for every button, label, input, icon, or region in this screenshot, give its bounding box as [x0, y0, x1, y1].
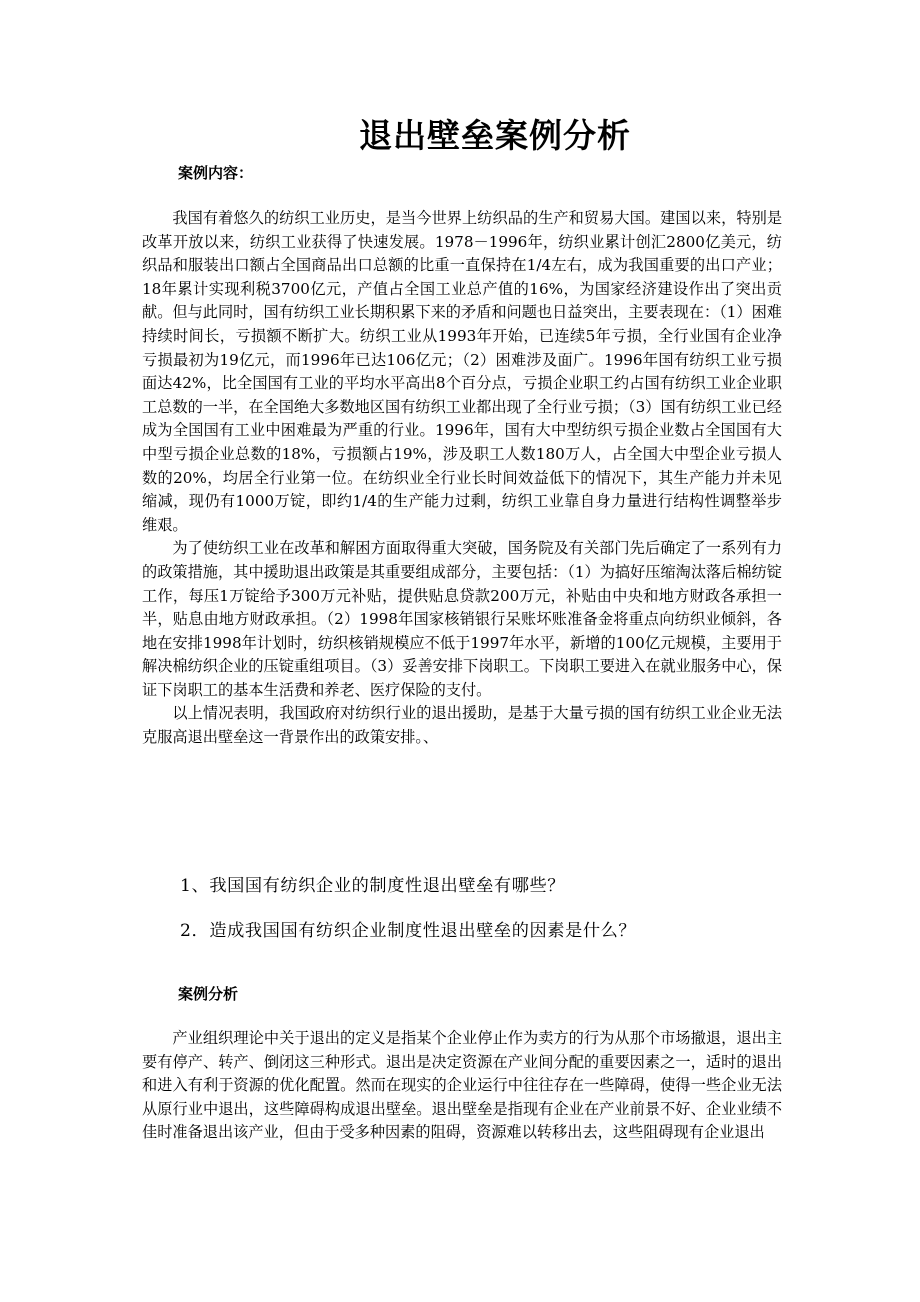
case-content-body: [142, 207, 782, 750]
case-content-heading: 案例内容：: [178, 164, 254, 182]
question-1: 1、我国国有纺织企业的制度性退出壁垒有哪些？: [180, 876, 566, 896]
case-paragraph-conclusion: 以上情况表明，我国政府对纺织行业的退出援助，是基于大量亏损的国有纺织工业企业无法克服高退出壁垒这一背景作出的政策安排。、: [142, 704, 782, 747]
case-analysis-body: [142, 1027, 782, 1145]
case-paragraph-policy: 为了使纺织工业在改革和解困方面取得重大突破，国务院及有关部门先后确定了一系列有力的政策措施，其中援助退出政策是其重要组成部分，主要包括：（1）为搞好压缩淘汰落后棉纺锭工作，每压1万锭给予300万元补贴，提供贴息贷款200万元，补贴由中央和地方财政各承担一半，贴息由地方财政承担。（2）1998年国家核销银行呆账坏账准备金将重点向纺织业倾斜，各地在安排1998年计划时，纺织核销规模应不低于1997年水平，新增的100亿元规模，主要用于解决棉纺织企业的压锭重组项目。（3）妥善安排下岗职工。下岗职工要进入在就业服务中心，保证下岗职工的基本生活费和养老、医疗保险的支付。: [142, 539, 782, 699]
case-analysis-heading: 案例分析: [178, 985, 239, 1003]
question-2: 2．造成我国国有纺织企业制度性退出壁垒的因素是什么？: [180, 921, 637, 941]
document-title: 退出壁垒案例分析: [359, 116, 631, 155]
case-paragraph-background: 我国有着悠久的纺织工业历史，是当今世界上纺织品的生产和贸易大国。建国以来，特别是改革开放以来，纺织工业获得了快速发展。1978－1996年，纺织业累计创汇2800亿美元，纺织品和服装出口额占全国商品出口总额的比重一直保持在1/4左右，成为我国重要的出口产业；18年累计实现利税3700亿元，产值占全国工业总产值的16%，为国家经济建设作出了突出贡献。但与此同时，国有纺织工业长期积累下来的矛盾和问题也日益突出，主要表现在：（1）困难持续时间长，亏损额不断扩大。纺织工业从1993年开始，已连续5年亏损，全行业国有企业净亏损最初为19亿元，而1996年已达106亿元；（2）困难涉及面广。1996年国有纺织工业亏损面达42%，比全国国有工业的平均水平高出8个百分点，亏损企业职工约占国有纺织工业企业职工总数的一半，在全国绝大多数地区国有纺织工业都出现了全行业亏损；（3）国有纺织工业已经成为全国国有工业中困难最为严重的行业。1996年，国有大中型纺织亏损企业数占全国国有大中型亏损企业总数的18%，亏损额占19%，涉及职工人数180万人，占全国大中型企业亏损人数的20%，均居全行业第一位。在纺织业全行业长时间效益低下的情况下，其生产能力并未见缩减，现仍有1000万锭，即约1/4的生产能力过剩，纺织工业靠自身力量进行结构性调整举步维艰。: [142, 209, 782, 534]
analysis-paragraph: 产业组织理论中关于退出的定义是指某个企业停止作为卖方的行为从那个市场撤退，退出主要有停产、转产、倒闭这三种形式。退出是决定资源在产业间分配的重要因素之一，适时的退出和进入有利于资源的优化配置。然而在现实的企业运行中往往存在一些障碍，使得一些企业无法从原行业中退出，这些障碍构成退出壁垒。退出壁垒是指现有企业在产业前景不好、企业业绩不佳时准备退出该产业，但由于受多种因素的阻碍，资源难以转移出去，这些阻碍现有企业退出: [142, 1029, 782, 1142]
